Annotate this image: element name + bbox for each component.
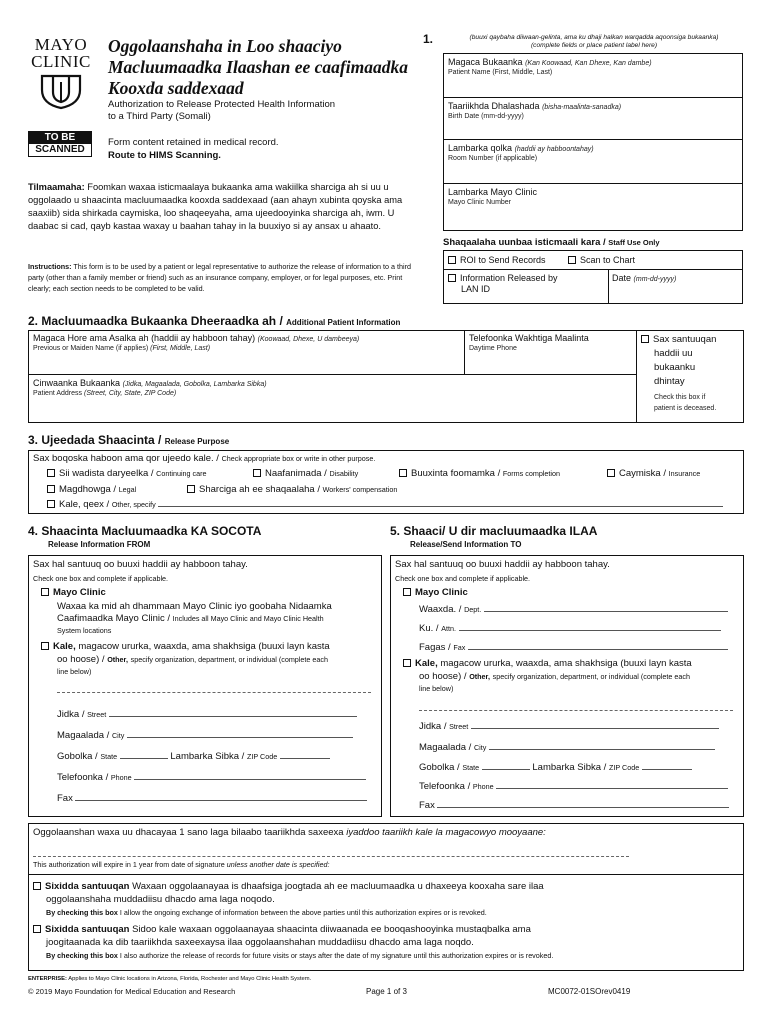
- purpose-workers-comp[interactable]: [187, 484, 397, 495]
- opt1-bold: Sixidda santuuqan: [45, 881, 130, 892]
- section1-number: 1.: [423, 32, 434, 46]
- address-label: Cinwaanka Bukaanka: [33, 378, 121, 388]
- to-attn-en: Attn.: [441, 624, 456, 633]
- to-fax-line[interactable]: [468, 642, 728, 650]
- retained-text: Form content retained in medical record.: [108, 137, 279, 148]
- roi-label: ROI to Send Records: [460, 255, 546, 265]
- to-mayo-option[interactable]: [403, 587, 468, 598]
- continuing-care-en: Continuing care: [156, 469, 207, 478]
- to-state-label: Gobolka /: [419, 762, 460, 773]
- from-phone-label: Telefoonka /: [57, 772, 109, 783]
- opt2-line2: joogitaanada ka dib taariikhda saxeexaysa ilaa oggolaanshahan muddadiisu dhacdo ama laga noqdo.: [46, 937, 474, 948]
- address-sub: Patient Address: [33, 390, 83, 397]
- logo-line2: CLINIC: [31, 52, 91, 71]
- deceased-checkbox[interactable]: [641, 335, 649, 343]
- to-zip-label: Lambarka Sibka /: [532, 762, 607, 773]
- deceased-line3: bukaanku: [654, 362, 696, 373]
- staff-date-field[interactable]: [612, 273, 676, 284]
- form-id: MC0072-01SOrev0419: [548, 987, 631, 996]
- disability-checkbox[interactable]: [253, 469, 261, 477]
- section2-title-en: Additional Patient Information: [286, 318, 401, 327]
- lan-id-label: LAN ID: [461, 284, 491, 294]
- to-fax2-row[interactable]: [419, 800, 729, 811]
- insurance-checkbox[interactable]: [607, 469, 615, 477]
- opt1-en: I allow the ongoing exchange of information between the above parties until this authorization expires or is revoked.: [119, 908, 487, 917]
- from-street-line[interactable]: [109, 709, 357, 717]
- from-street-label: Jidka /: [57, 709, 85, 720]
- from-other-option[interactable]: [41, 641, 330, 652]
- from-other-checkbox[interactable]: [41, 642, 49, 650]
- deceased-line1: Sax santuuqan: [653, 334, 717, 345]
- from-other-desc2-en: specify organization, department, or individual (complete each: [130, 655, 328, 664]
- expiry-so: Oggolaanshan waxa uu dhacayaa 1 sano laga bilaabo taariikhda saxeexa: [33, 827, 344, 838]
- to-dept-label: Waaxda. /: [419, 604, 462, 615]
- to-fax2-line[interactable]: [437, 800, 729, 808]
- info-released-label: Information Released by: [460, 273, 558, 283]
- other-purpose-line[interactable]: [158, 499, 723, 507]
- prev-name-sub: Previous or Maiden Name (if applies): [33, 345, 149, 352]
- subtitle-line1: Authorization to Release Protected Health Information: [108, 99, 336, 110]
- from-mayo-label: Mayo Clinic: [53, 587, 106, 598]
- to-phone-row[interactable]: [419, 781, 728, 792]
- from-phone-en: Phone: [110, 773, 132, 782]
- birth-date-label: Taariikhda Dhalashada: [448, 101, 540, 111]
- from-lead-sub: Check one box and complete if applicable.: [33, 574, 169, 583]
- to-phone-line[interactable]: [496, 781, 728, 789]
- from-fax-label: Fax: [57, 793, 73, 804]
- legal-checkbox[interactable]: [47, 485, 55, 493]
- info-released-checkbox[interactable]: [448, 274, 456, 282]
- to-street-line[interactable]: [471, 721, 719, 729]
- patient-name-label-it: (Kan Koowaad, Kan Dhexe, Kan dambe): [525, 60, 652, 67]
- to-other-desc3: line below): [419, 684, 454, 693]
- section3-title-so: 3. Ujeedada Shaacinta /: [28, 433, 162, 447]
- insurance-so: Caymiska /: [619, 468, 666, 479]
- purpose-disability[interactable]: [253, 468, 358, 479]
- mayo-logo: [27, 36, 95, 110]
- birth-date-sub: Birth Date (mm-dd-yyyy): [448, 113, 524, 120]
- opt1-line1: Waxaan oggolaanayaa is dhaafsiga joogtada ah ee macluumaadka u dhaxeeya kooxaha sare ilaa: [132, 881, 544, 892]
- additional-info-box: [28, 330, 744, 423]
- to-street-en: Street: [449, 722, 469, 731]
- to-attn-line[interactable]: [459, 623, 721, 631]
- to-mayo-label: Mayo Clinic: [415, 587, 468, 598]
- section1-note2: (complete fields or place patient label here): [530, 42, 658, 49]
- birth-date-field[interactable]: [444, 98, 742, 140]
- subtitle-line2: to a Third Party (Somali): [108, 111, 211, 122]
- purpose-other[interactable]: [47, 499, 723, 510]
- opt2-line1: Sidoo kale waxaan oggolaanayaa shaacinta diiwaanada ee booqashooyinka mustaqbalka ama: [132, 924, 531, 935]
- from-zip-label: Lambarka Sibka /: [170, 751, 245, 762]
- deceased-line4: dhintay: [654, 376, 685, 387]
- from-zip-en: ZIP Code: [246, 752, 278, 761]
- from-street-en: Street: [87, 710, 107, 719]
- from-other-desc2-b: Other,: [107, 655, 128, 664]
- instructions-paragraph: [28, 261, 420, 294]
- to-org-line[interactable]: [419, 710, 733, 711]
- staff-date-fmt: (mm-dd-yyyy): [633, 276, 677, 283]
- disability-en: Disability: [329, 469, 359, 478]
- to-dept-line[interactable]: [484, 604, 728, 612]
- insurance-en: Insurance: [668, 469, 701, 478]
- route-text: Route to HIMS Scanning.: [108, 150, 221, 161]
- expiry-so-it: iyaddoo taariikh kale la magacowyo mooyaane:: [346, 827, 546, 838]
- address-label-it: (Jidka, Magaalada, Gobolka, Lambarka Sibka): [122, 381, 267, 388]
- info-released-field[interactable]: [448, 273, 558, 295]
- room-number-sub: Room Number (if applicable): [448, 155, 538, 162]
- from-org-line[interactable]: [57, 692, 371, 693]
- to-state-row[interactable]: [419, 762, 692, 773]
- form-subtitle: [108, 99, 408, 123]
- to-other-label: Kale,: [415, 658, 438, 669]
- opt2-bold: Sixidda santuuqan: [45, 924, 130, 935]
- other-purpose-so: Kale, qeex /: [59, 499, 110, 510]
- room-number-label: Lambarka qolka: [448, 143, 513, 153]
- forms-en: Forms completion: [502, 469, 561, 478]
- from-fax-line[interactable]: [75, 793, 367, 801]
- daytime-phone-field[interactable]: [465, 331, 637, 375]
- from-state-label: Gobolka /: [57, 751, 98, 762]
- to-city-label: Magaalada /: [419, 742, 472, 753]
- purpose-continuing-care[interactable]: [47, 468, 207, 479]
- section4-title: 4. Shaacinta Macluumaadka KA SOCOTA: [28, 524, 262, 538]
- deceased-sub2: patient is deceased.: [654, 405, 717, 412]
- mayo-shield-icon: [38, 74, 84, 110]
- section5-title: 5. Shaaci/ U dir macluumaadka ILAA: [390, 524, 598, 538]
- to-dept-row[interactable]: [419, 604, 728, 615]
- expiry-en: This authorization will expire in 1 year from date of signature: [33, 860, 225, 869]
- enterprise-bold: ENTERPRISE:: [28, 976, 67, 982]
- deceased-sub1: Check this box if: [654, 394, 706, 401]
- expiry-option1[interactable]: [33, 880, 544, 919]
- workers-comp-checkbox[interactable]: [187, 485, 195, 493]
- deceased-box: [641, 333, 741, 414]
- from-other-desc3: line below): [57, 667, 92, 676]
- to-fax-label: Fagas /: [419, 642, 451, 653]
- section5-sub: Release/Send Information TO: [410, 540, 522, 549]
- to-state-en: State: [462, 763, 480, 772]
- patient-name-label: Magaca Bukaanka: [448, 57, 523, 67]
- to-city-row[interactable]: [419, 742, 715, 753]
- opt2-en: I also authorize the release of records for future visits or stays after the date of my signature until this authorization expires or is revoked.: [119, 951, 554, 960]
- to-attn-label: Ku. /: [419, 623, 439, 634]
- opt1-line2: oggolaanshaha muddadiisu dhacdo ama laga noqodo.: [46, 894, 275, 905]
- from-city-row[interactable]: [57, 730, 353, 741]
- to-street-label: Jidka /: [419, 721, 447, 732]
- expiry-box: [28, 823, 744, 971]
- section1-note: [444, 34, 744, 50]
- purpose-legal[interactable]: [47, 484, 136, 495]
- room-number-label-it: (haddii ay habboontahay): [514, 146, 594, 153]
- forms-checkbox[interactable]: [399, 469, 407, 477]
- to-other-desc2-b: Other,: [469, 672, 490, 681]
- instructions-text: This form is to be used by a patient or legal representative to authorize the release of information to a third party (other than a family member or friend) such as an insurance company, employer, or for legal purposes, etc. Print clearly; each section needs to be completed to be valid.: [28, 262, 412, 293]
- from-mayo-desc2-en: Includes all Mayo Clinic and Mayo Clinic Health: [172, 614, 324, 623]
- from-lead: Sax hal santuuq oo buuxi haddii ay habboon tahay.: [33, 559, 248, 570]
- from-city-en: City: [111, 731, 125, 740]
- patient-name-sub: Patient Name (First, Middle, Last): [448, 69, 553, 76]
- enterprise-note: [28, 976, 311, 982]
- release-to-box: [390, 555, 744, 817]
- to-street-row[interactable]: [419, 721, 719, 732]
- daytime-phone-sub: Daytime Phone: [469, 345, 517, 352]
- enterprise-text: Applies to Mayo Clinic locations in Arizona, Florida, Rochester and Mayo Clinic Health System.: [68, 976, 312, 982]
- to-phone-label: Telefoonka /: [419, 781, 471, 792]
- from-state-row[interactable]: [57, 751, 330, 762]
- room-number-field[interactable]: [444, 140, 742, 184]
- previous-name-field[interactable]: [29, 331, 465, 375]
- to-fax-row[interactable]: [419, 642, 728, 653]
- to-lead-sub: Check one box and complete if applicable.: [395, 574, 531, 583]
- from-other-desc2: oo hoose) /: [57, 654, 105, 665]
- from-city-label: Magaalada /: [57, 730, 110, 741]
- to-dept-en: Dept.: [464, 605, 482, 614]
- instructions-label: Instructions:: [28, 262, 72, 271]
- expiry-en-it: unless another date is specified:: [226, 860, 330, 869]
- scan-stamp: [28, 131, 92, 157]
- opt1-en-bold: By checking this box: [46, 908, 118, 917]
- disability-so: Naafanimada /: [265, 468, 327, 479]
- scan-checkbox[interactable]: [568, 256, 576, 264]
- address-sub-it: (Street, City, State, ZIP Code): [83, 390, 177, 397]
- from-mayo-desc3: System locations: [57, 626, 112, 635]
- from-state-line[interactable]: [120, 751, 168, 759]
- to-city-en: City: [473, 743, 487, 752]
- tilmaamaha-text: Foomkan waxaa isticmaalaya bukaanka ama wakiilka sharciga ah si uu u oggolaado u shaacinta macluumaadka kooxda saddexaad (aan ahayn xubinta qoyska ama saaxiib) sida shirkada caymiska, loo shaqeeyaha, ama ujeedooyinka sharciga ah, iwm. U daabac si cad, qayb kastaa waxay u baahan tahay in la buuxiyo si ay ansax u ahaato.: [28, 182, 403, 231]
- from-other-label: Kale,: [53, 641, 76, 652]
- from-phone-line[interactable]: [134, 772, 366, 780]
- from-mayo-checkbox[interactable]: [41, 588, 49, 596]
- patient-name-field[interactable]: [444, 54, 742, 98]
- tilmaamaha-paragraph: [28, 181, 420, 233]
- to-attn-row[interactable]: [419, 623, 721, 634]
- mayo-number-sub: Mayo Clinic Number: [448, 199, 512, 206]
- from-phone-row[interactable]: [57, 772, 366, 783]
- deceased-line2: haddii uu: [654, 348, 693, 359]
- ongoing-exchange-checkbox[interactable]: [33, 882, 41, 890]
- from-city-line[interactable]: [127, 730, 353, 738]
- tilmaamaha-label: Tilmaamaha:: [28, 182, 85, 192]
- staff-use-title: [443, 237, 660, 248]
- copyright: © 2019 Mayo Foundation for Medical Education and Research: [28, 987, 236, 996]
- page-number: Page 1 of 3: [366, 987, 407, 996]
- to-lead: Sax hal santuuq oo buuxi haddii ay habboon tahay.: [395, 559, 610, 570]
- section4-sub: Release Information FROM: [48, 540, 151, 549]
- to-other-option[interactable]: [403, 658, 692, 669]
- to-city-line[interactable]: [489, 742, 715, 750]
- prev-name-label: Magaca Hore ama Asalka ah (haddii ay habboon tahay): [33, 333, 256, 343]
- other-purpose-en: Other, specify: [111, 500, 156, 509]
- stamp-line2: SCANNED: [35, 144, 85, 155]
- patient-label-box: [443, 53, 743, 231]
- from-mayo-desc1: Waxaa ka mid ah dhammaan Mayo Clinic iyo goobaha Nidaamka: [57, 601, 332, 612]
- prev-name-sub-it: (First, Middle, Last): [150, 345, 211, 352]
- mayo-number-field[interactable]: [444, 184, 742, 230]
- to-mayo-checkbox[interactable]: [403, 588, 411, 596]
- to-other-desc1: magacow ururka, waaxda, ama shakhsiga (buuxi layn kasta: [440, 658, 692, 669]
- forms-so: Buuxinta foomamka /: [411, 468, 501, 479]
- to-other-desc2-en: specify organization, department, or individual (complete each: [492, 672, 690, 681]
- from-other-desc1: magacow ururka, waaxda, ama shakhsiga (buuxi layn kasta: [78, 641, 330, 652]
- daytime-phone-label: Telefoonka Wakhtiga Maalinta: [469, 333, 589, 343]
- workers-comp-en: Workers' compensation: [322, 485, 398, 494]
- future-visits-checkbox[interactable]: [33, 925, 41, 933]
- logo-line1: MAYO: [34, 35, 88, 54]
- form-title: Oggolaanshaha in Loo shaaciyo Macluumaadka Ilaashan ee caafimaadka Kooxda saddexaad: [108, 36, 408, 98]
- section2-title-so: 2. Macluumaadka Bukaanka Dheeraadka ah /: [28, 314, 283, 328]
- section3-title: [28, 433, 229, 447]
- patient-address-field[interactable]: [29, 375, 637, 422]
- to-zip-en: ZIP Code: [608, 763, 640, 772]
- stamp-line1: TO BE: [29, 132, 91, 144]
- legal-en: Legal: [118, 485, 137, 494]
- section1-note1: (buuxi qaybaha diiwaan-gelinta, ama ku dhaji halkan warqadda aqoonsiga bukaanka): [469, 34, 719, 41]
- from-mayo-option[interactable]: [41, 587, 106, 598]
- to-fax-en: Fax: [453, 643, 466, 652]
- to-other-checkbox[interactable]: [403, 659, 411, 667]
- purpose-insurance[interactable]: [607, 468, 700, 479]
- from-fax-row[interactable]: [57, 793, 367, 804]
- staff-title-en: Staff Use Only: [608, 238, 660, 247]
- to-phone-en: Phone: [472, 782, 494, 791]
- continuing-care-so: Sii wadista daryeelka /: [59, 468, 154, 479]
- purpose-lead-sub: Check appropriate box or write in other purpose.: [221, 454, 376, 463]
- purpose-forms[interactable]: [399, 468, 560, 479]
- to-state-line[interactable]: [482, 762, 530, 770]
- staff-use-box: [443, 250, 743, 304]
- opt2-en-bold: By checking this box: [46, 951, 118, 960]
- workers-comp-so: Sharciga ah ee shaqaalaha /: [199, 484, 320, 495]
- legal-so: Magdhowga /: [59, 484, 117, 495]
- from-mayo-desc2: Caafimaadka Mayo Clinic /: [57, 613, 170, 624]
- expiry-date-line[interactable]: [33, 856, 629, 857]
- section3-title-en: Release Purpose: [164, 437, 230, 446]
- other-purpose-checkbox[interactable]: [47, 500, 55, 508]
- continuing-care-checkbox[interactable]: [47, 469, 55, 477]
- to-zip-line[interactable]: [642, 762, 692, 770]
- from-state-en: State: [100, 752, 118, 761]
- staff-date-label: Date: [612, 273, 632, 283]
- to-fax2-label: Fax: [419, 800, 435, 811]
- expiry-option2[interactable]: [33, 923, 553, 962]
- release-from-box: [28, 555, 382, 817]
- from-street-row[interactable]: [57, 709, 357, 720]
- staff-title-so: Shaqaalaha uunbaa isticmaali kara /: [443, 237, 606, 248]
- birth-date-label-it: (bisha-maalinta-sanadka): [542, 104, 622, 111]
- from-zip-line[interactable]: [280, 751, 330, 759]
- to-other-desc2: oo hoose) /: [419, 671, 467, 682]
- prev-name-label-it: (Koowaad, Dhexe, U dambeeya): [257, 336, 360, 343]
- purpose-lead: Sax boqoska haboon ama qor ujeedo kale. /: [33, 453, 219, 464]
- section2-title: [28, 314, 400, 328]
- scan-label: Scan to Chart: [580, 255, 636, 265]
- mayo-number-label: Lambarka Mayo Clinic: [448, 187, 538, 197]
- release-purpose-box: [28, 450, 744, 514]
- retention-note: [108, 136, 279, 162]
- roi-checkbox[interactable]: [448, 256, 456, 264]
